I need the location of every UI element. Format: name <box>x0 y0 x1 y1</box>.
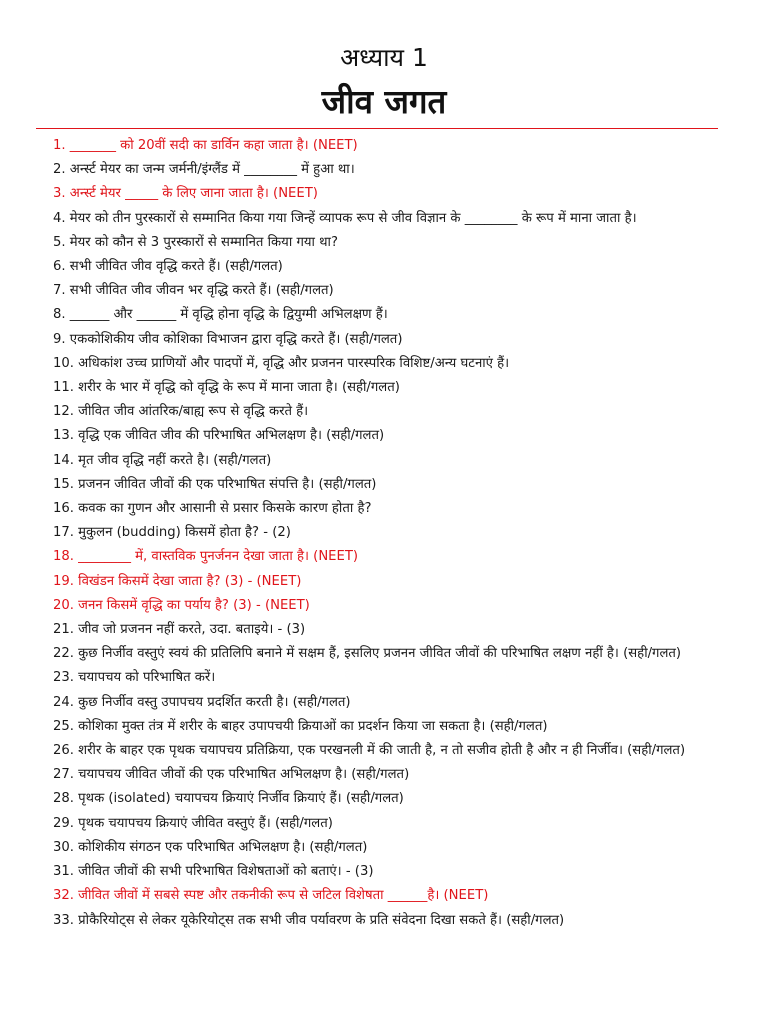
question-item: 8. ______ और ______ में वृद्धि होना वृद्धि के द्वियुग्मी अभिलक्षण हैं। <box>53 307 388 323</box>
question-item: 21. जीव जो प्रजनन नहीं करते, उदा. बताइये। - (3) <box>53 622 306 638</box>
chapter-title: जीव जगत <box>321 82 447 121</box>
question-item: 4. मेयर को तीन पुरस्कारों से सम्मानित किया गया जिन्हें व्यापक रूप से जीव विज्ञान के ________ के रूप में माना जाता है। <box>53 210 637 226</box>
question-item: 2. अर्न्स्ट मेयर का जन्म जर्मनी/इंग्लैंड में ________ में हुआ था। <box>53 162 355 178</box>
question-item: 1. _______ को 20वीं सदी का डार्विन कहा जाता है। (NEET) <box>53 138 358 153</box>
question-list <box>53 134 713 933</box>
chapter-number: अध्याय 1 <box>340 43 428 72</box>
question-item: 9. एककोशिकीय जीव कोशिका विभाजन द्वारा वृद्धि करते हैं। (सही/गलत) <box>53 331 403 347</box>
question-item: 5. मेयर को कौन से 3 पुरस्कारों से सम्मानित किया गया था? <box>53 234 338 250</box>
question-item: 22. कुछ निर्जीव वस्तुएं स्वयं की प्रतिलिपि बनाने में सक्षम हैं, इसलिए प्रजनन जीवित जीवों की परिभाषित लक्षण नहीं है। (सही/गलत) <box>53 646 682 662</box>
header-divider <box>36 128 718 129</box>
question-item: 25. कोशिका मुक्त तंत्र में शरीर के बाहर उपापचयी क्रियाओं का प्रदर्शन किया जा सकता है। (सही/गलत) <box>53 718 548 734</box>
question-item: 15. प्रजनन जीवित जीवों की एक परिभाषित संपत्ति है। (सही/गलत) <box>53 476 377 492</box>
question-item: 23. चयापचय को परिभाषित करें। <box>53 670 216 686</box>
question-item: 33. प्रोकैरियोट्स से लेकर यूकेरियोट्स तक सभी जीव पर्यावरण के प्रति संवेदना दिखा सकते हैं। (सही/गलत) <box>53 912 565 928</box>
question-item: 3. अर्न्स्ट मेयर _____ के लिए जाना जाता है। (NEET) <box>53 186 318 202</box>
question-item: 13. वृद्धि एक जीवित जीव की परिभाषित अभिलक्षण है। (सही/गलत) <box>53 428 385 444</box>
question-item: 31. जीवित जीवों की सभी परिभाषित विशेषताओं को बताएं। - (3) <box>53 864 374 880</box>
question-item: 20. जनन किसमें वृद्धि का पर्याय है? (3) - (NEET) <box>53 597 310 613</box>
question-item: 17. मुकुलन (budding) किसमें होता है? - (2) <box>53 525 291 541</box>
question-item: 26. शरीर के बाहर एक पृथक चयापचय प्रतिक्रिया, एक परखनली में की जाती है, न तो सजीव होती है और न ही निर्जीव। (सही/गलत) <box>53 743 686 759</box>
question-item: 10. अधिकांश उच्च प्राणियों और पादपों में, वृद्धि और प्रजनन पारस्परिक विशिष्ट/अन्य घटनाएं हैं। <box>53 355 510 371</box>
question-item: 24. कुछ निर्जीव वस्तु उपापचय प्रदर्शित करती है। (सही/गलत) <box>53 694 351 710</box>
question-item: 11. शरीर के भार में वृद्धि को वृद्धि के रूप में माना जाता है। (सही/गलत) <box>53 380 400 396</box>
question-item: 27. चयापचय जीवित जीवों की एक परिभाषित अभिलक्षण है। (सही/गलत) <box>53 767 410 783</box>
question-item: 29. पृथक चयापचय क्रियाएं जीवित वस्तुएं हैं। (सही/गलत) <box>53 815 333 831</box>
question-item: 32. जीवित जीवों में सबसे स्पष्ट और तकनीकी रूप से जटिल विशेषता ______है। (NEET) <box>53 888 489 904</box>
question-item: 7. सभी जीवित जीव जीवन भर वृद्धि करते हैं। (सही/गलत) <box>53 283 334 299</box>
question-item: 19. विखंडन किसमें देखा जाता है? (3) - (NEET) <box>53 573 302 589</box>
question-item: 18. ________ में, वास्तविक पुनर्जनन देखा जाता है। (NEET) <box>53 549 359 565</box>
question-item: 14. मृत जीव वृद्धि नहीं करते है। (सही/गलत) <box>53 452 272 468</box>
question-item: 6. सभी जीवित जीव वृद्धि करते हैं। (सही/गलत) <box>53 259 283 275</box>
question-item: 30. कोशिकीय संगठन एक परिभाषित अभिलक्षण है। (सही/गलत) <box>53 839 368 855</box>
question-item: 12. जीवित जीव आंतरिक/बाह्य रूप से वृद्धि करते हैं। <box>53 404 309 420</box>
question-item: 16. कवक का गुणन और आसानी से प्रसार किसके कारण होता है? <box>53 501 372 517</box>
question-item: 28. पृथक (isolated) चयापचय क्रियाएं निर्जीव क्रियाएं हैं। (सही/गलत) <box>53 791 404 807</box>
